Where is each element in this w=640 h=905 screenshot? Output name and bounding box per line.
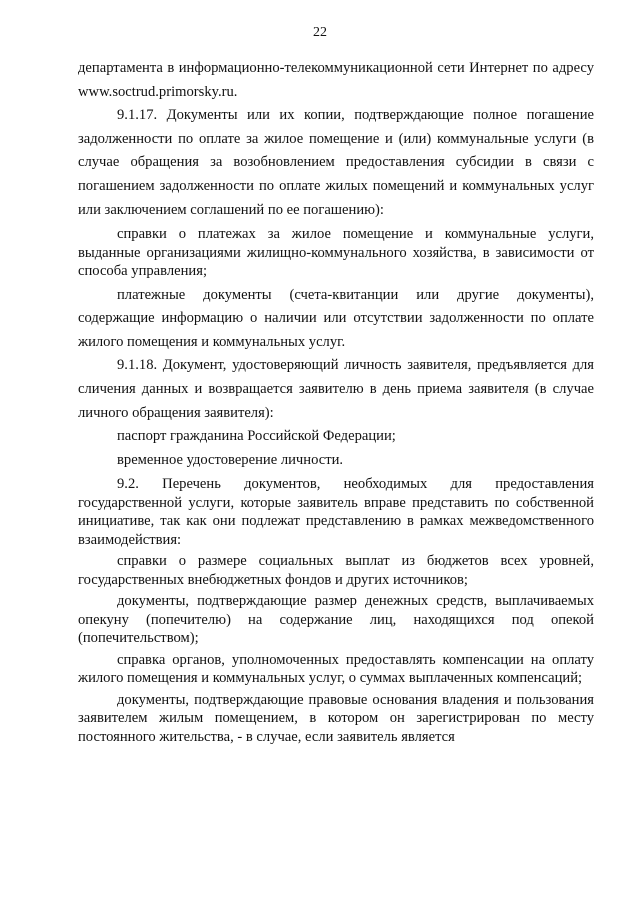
paragraph-9-1-18: 9.1.18. Документ, удостоверяющий личность заявителя, предъявляется для сличения данных и возвращается заявителю в день приема заявителя (в случае личного обращения заявителя):	[78, 357, 594, 421]
paragraph-guardian-funds: документы, подтверждающие размер денежных средств, выплачиваемых опекуну (попечителю) на содержание лиц, находящихся под опекой (попечительством);	[78, 593, 594, 647]
paragraph-passport: паспорт гражданина Российской Федерации;	[117, 428, 396, 445]
paragraph-compensation-certificate: справка органов, уполномоченных предоставлять компенсации на оплату жилого помещения и коммунальных услуг, о суммах выплаченных компенсаций;	[78, 651, 594, 687]
paragraph-ownership-documents: документы, подтверждающие правовые основания владения и пользования заявителем жилым помещением, в котором он зарегистрирован по месту постоянного жительства, - в случае, если заявитель является	[78, 691, 594, 745]
page-number: 22	[313, 25, 327, 40]
paragraph-9-1-17: 9.1.17. Документы или их копии, подтверждающие полное погашение задолженности по оплате за жилое помещение и (или) коммунальные услуги (в случае обращения за возобновлением предоставления субсидии в связи с погашением задолженности по оплате жилых помещений и коммунальных услуг или заключением соглашений по ее погашению):	[78, 107, 594, 218]
paragraph-payment-documents: платежные документы (счета-квитанции или другие документы), содержащие информацию о наличии или отсутствии задолженности по оплате жилого помещения и коммунальных услуг.	[78, 286, 594, 350]
paragraph-social-payments: справки о размере социальных выплат из бюджетов всех уровней, государственных внебюджетных фондов и других источников;	[78, 553, 594, 588]
document-body	[78, 57, 594, 749]
paragraph-continuation: департамента в информационно-телекоммуникационной сети Интернет по адресу www.soctrud.primorsky.ru.	[78, 60, 594, 100]
paragraph-9-2: 9.2. Перечень документов, необходимых для предоставления государственной услуги, которые заявитель вправе представить по собственной инициативе, так как они подлежат представлению в рамках межведомственного взаимодействия:	[78, 476, 594, 548]
paragraph-payment-certificates: справки о платежах за жилое помещение и коммунальные услуги, выданные организациями жилищно-коммунального хозяйства, в зависимости от способа управления;	[78, 226, 594, 280]
paragraph-temporary-id: временное удостоверение личности.	[117, 451, 344, 468]
